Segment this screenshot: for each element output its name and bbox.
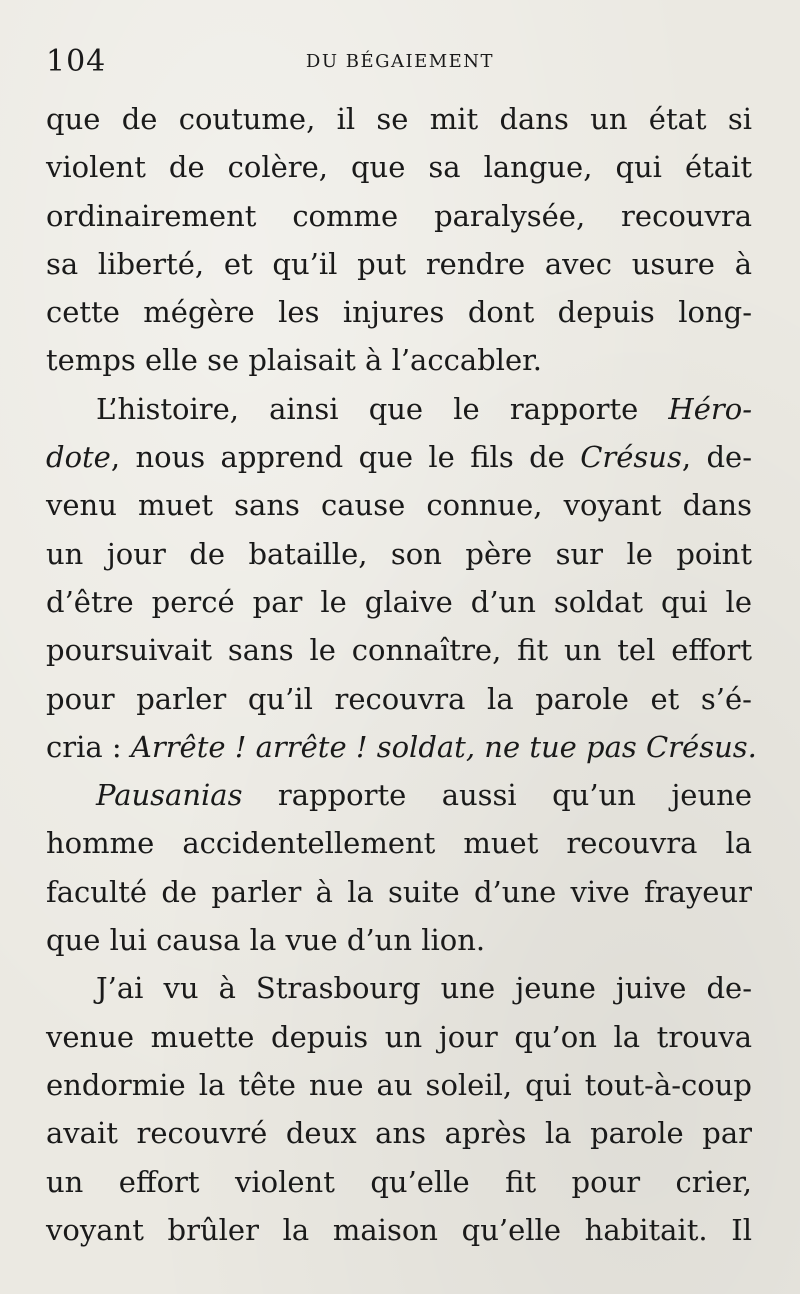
text-line: d’être percé par le glaive d’un soldat qui le: [46, 584, 752, 619]
text-line: [46, 723, 757, 771]
text-line: un jour de bataille, son père sur le point: [46, 536, 752, 571]
text-line: un effort violent qu’elle fit pour crier,: [46, 1164, 752, 1199]
text-line: poursuivait sans le connaître, fit un tel effort: [46, 633, 752, 668]
text-line: homme accidentellement muet recouvra la: [46, 826, 752, 861]
italic-run: Arrête ! arrête ! soldat, ne tue pas Crésus.: [130, 729, 757, 764]
page-number: 104: [46, 44, 107, 79]
text-line: venu muet sans cause connue, voyant dans: [46, 488, 752, 523]
text-run: , nous apprend que le fils de: [110, 440, 581, 475]
text-line: venue muette depuis un jour qu’on la trouva: [46, 1019, 752, 1054]
italic-run: Pausanias: [96, 778, 243, 813]
italic-run: Crésus: [580, 440, 682, 475]
text-run: L’histoire, ainsi que le rapporte: [96, 391, 669, 426]
text-line: cette mégère les injures dont depuis long-: [46, 295, 752, 330]
text-line: voyant brûler la maison qu’elle habitait. Il: [46, 1212, 752, 1247]
text-line: pour parler qu’il recouvra la parole et s’é-: [46, 681, 752, 716]
text-line: endormie la tête nue au soleil, qui tout-à-coup: [46, 1067, 752, 1102]
text-line: temps elle se plaisait à l’accabler.: [46, 343, 543, 378]
text-line: J’ai vu à Strasbourg une jeune juive de-: [96, 971, 752, 1006]
text-run: rapporte aussi qu’un jeune: [242, 778, 752, 813]
text-run: , de-: [681, 440, 752, 475]
italic-run: dote: [46, 440, 111, 475]
text-line: sa liberté, et qu’il put rendre avec usure à: [46, 246, 752, 281]
text-line: que de coutume, il se mit dans un état si: [46, 102, 752, 136]
body-text: [46, 95, 757, 1254]
italic-run: Héro-: [668, 391, 752, 426]
text-line: [46, 433, 752, 481]
text-line: faculté de parler à la suite d’une vive frayeur: [46, 874, 752, 909]
text-run: cria :: [46, 729, 131, 764]
text-line: violent de colère, que sa langue, qui était: [46, 150, 752, 185]
running-head: [46, 44, 754, 84]
text-line: [46, 385, 752, 433]
text-line: ordinairement comme paralysée, recouvra: [46, 198, 752, 233]
text-line: avait recouvré deux ans après la parole par: [46, 1116, 752, 1151]
running-title: DU BÉGAIEMENT: [305, 51, 495, 72]
text-line: [46, 771, 752, 819]
text-line: que lui causa la vue d’un lion.: [46, 923, 486, 958]
